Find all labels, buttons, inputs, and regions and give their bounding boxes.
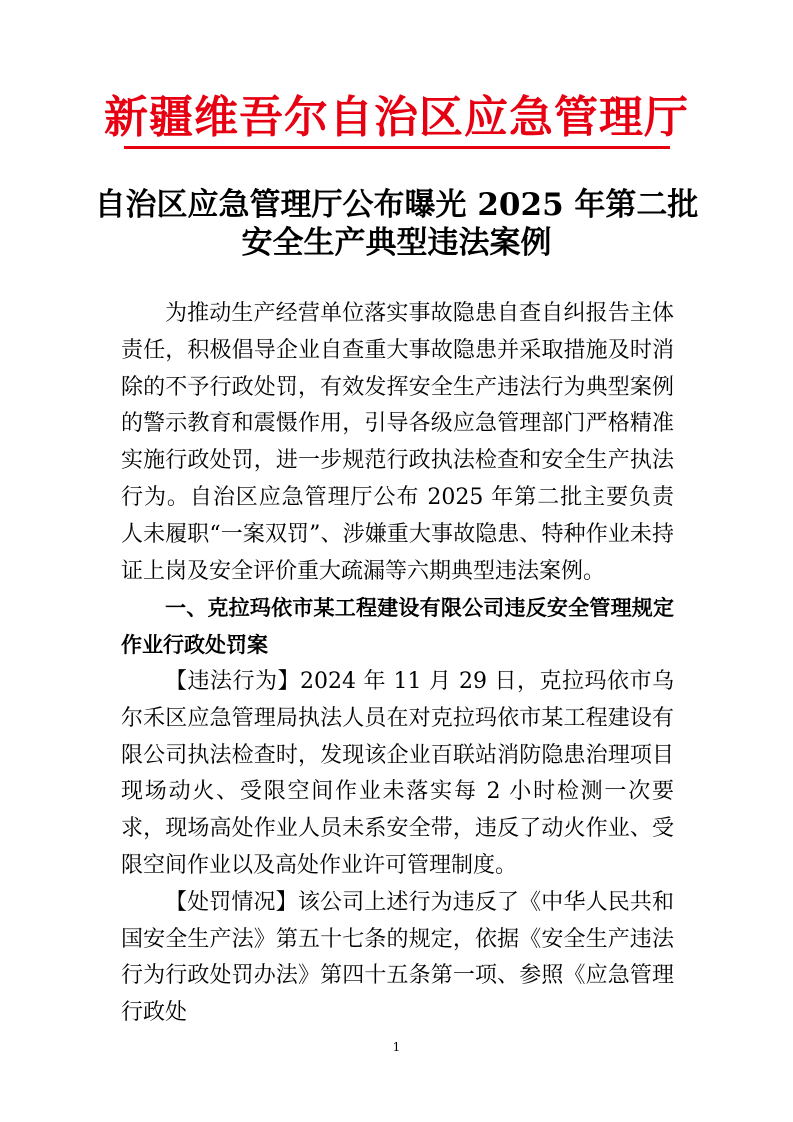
document-title-line-1: 自治区应急管理厅公布曝光 2025 年第二批 <box>94 187 699 223</box>
intro-paragraph: 为推动生产经营单位落实事故隐患自查自纠报告主体责任，积极倡导企业自查重大事故隐患并采取措施及时消除的不予行政处罚，有效发挥安全生产违法行为典型案例的警示教育和震慑作用，引导各级应急管理部门严格精准实施行政处罚，进一步规范行政执法检查和安全生产执法行为。自治区应急管理厅公布 2025 年第二批主要负责人未履职“一案双罚”、涉嫌重大事故隐患、特种作业未持证上岗及安全评价重大疏漏等六期典型违法案例。 <box>121 301 674 584</box>
case-1-heading: 一、克拉玛依市某工程建设有限公司违反安全管理规定作业行政处罚案 <box>121 596 674 658</box>
masthead-title: 新疆维吾尔自治区应急管理厅 <box>104 92 689 143</box>
masthead-rule <box>124 146 670 149</box>
case-1-penalty-paragraph: 【处罚情况】该公司上述行为违反了《中华人民共和国安全生产法》第五十七条的规定，依据《安全生产违法行为行政处罚办法》第四十五条第一项、参照《应急管理行政处 <box>121 889 674 1026</box>
page-number: 1 <box>392 1040 401 1054</box>
document-body <box>121 296 674 1032</box>
document-title-line-2: 安全生产典型违法案例 <box>241 225 552 261</box>
document-title <box>60 186 733 262</box>
case-1-violation-paragraph: 【违法行为】2024 年 11 月 29 日，克拉玛依市乌尔禾区应急管理局执法人员在对克拉玛依市某工程建设有限公司执法检查时，发现该企业百联站消防隐患治理项目现场动火、受限空间作业未落实每 2 小时检测一次要求，现场高处作业人员未系安全带，违反了动火作业、受限空间作业以及高处作业许可管理制度。 <box>121 668 674 878</box>
